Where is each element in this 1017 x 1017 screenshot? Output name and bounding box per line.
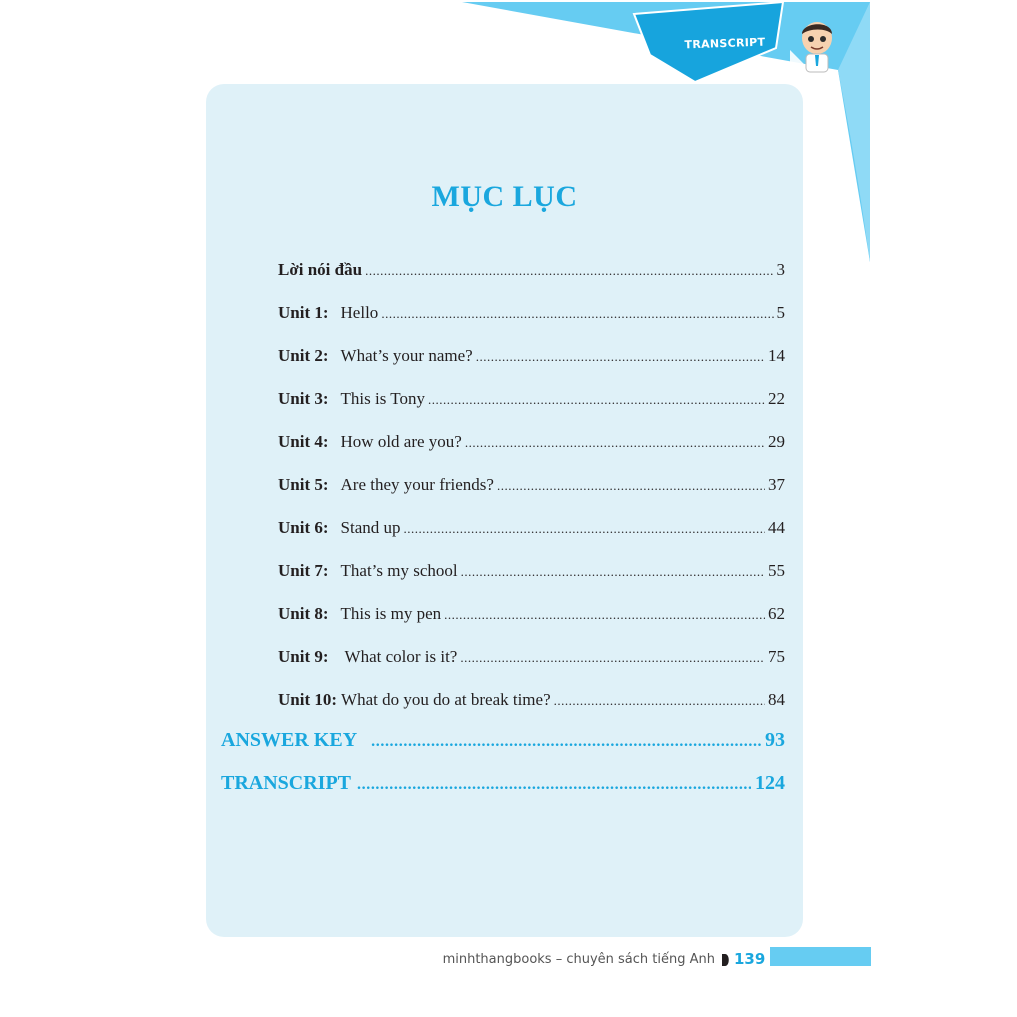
toc-entry-name: Hello bbox=[340, 303, 379, 322]
toc-entry-unit-6[interactable] bbox=[278, 518, 785, 542]
toc-entry-unit: Unit 3: bbox=[278, 389, 329, 408]
toc-entry-name: Stand up bbox=[340, 518, 401, 537]
footer-color-bar bbox=[770, 947, 871, 966]
toc-entry-unit-8[interactable] bbox=[278, 604, 785, 628]
toc-leader-dots bbox=[554, 693, 765, 709]
toc-entry-name: That’s my school bbox=[340, 561, 458, 580]
toc-leader-dots bbox=[428, 392, 765, 408]
toc-section-name: ANSWER KEY bbox=[221, 729, 358, 751]
toc-entry-unit: Unit 6: bbox=[278, 518, 329, 537]
toc-entry-name: How old are you? bbox=[340, 432, 462, 451]
page-marker-icon bbox=[722, 954, 730, 966]
toc-section-page: 93 bbox=[765, 729, 785, 751]
toc-entry-page: 22 bbox=[768, 389, 785, 408]
toc-leader-dots bbox=[476, 349, 765, 365]
toc-entry-page: 84 bbox=[768, 690, 785, 709]
toc-title: MỤC LỤC bbox=[431, 180, 578, 213]
toc-leader-dots bbox=[365, 263, 773, 279]
toc-section-name: TRANSCRIPT bbox=[221, 772, 352, 794]
toc-entry-unit-9[interactable] bbox=[278, 647, 785, 671]
toc-entry-page: 29 bbox=[768, 432, 785, 451]
toc-leader-dots bbox=[461, 564, 765, 580]
toc-entry-name: What’s your name? bbox=[340, 346, 473, 365]
toc-leader-dots bbox=[357, 776, 751, 794]
toc-entry-unit: Unit 4: bbox=[278, 432, 329, 451]
toc-entry-page: 55 bbox=[768, 561, 785, 580]
toc-entry-page: 5 bbox=[776, 303, 785, 322]
toc-entry-page: 3 bbox=[776, 260, 785, 279]
toc-entry-page: 37 bbox=[768, 475, 785, 494]
toc-entry-name: This is my pen bbox=[340, 604, 442, 623]
toc-entry-unit: Unit 10: bbox=[278, 690, 338, 709]
toc-entry-label: Lời nói đầu bbox=[278, 260, 363, 279]
toc-entry-name: Are they your friends? bbox=[340, 475, 494, 494]
toc-leader-dots bbox=[371, 733, 761, 751]
toc-section-answer-key[interactable] bbox=[221, 729, 785, 759]
toc-entry-page: 62 bbox=[768, 604, 785, 623]
toc-entry-unit-4[interactable] bbox=[278, 432, 785, 456]
toc-entry-unit-3[interactable] bbox=[278, 389, 785, 413]
toc-section-page: 124 bbox=[755, 772, 785, 794]
footer-publisher-text: minhthangbooks – chuyên sách tiếng Anh bbox=[442, 952, 715, 967]
toc-entry-page: 75 bbox=[768, 647, 785, 666]
toc-entry-unit: Unit 7: bbox=[278, 561, 329, 580]
toc-leader-dots bbox=[460, 650, 765, 666]
toc-entry-name: What color is it? bbox=[344, 647, 458, 666]
toc-leader-dots bbox=[497, 478, 765, 494]
toc-entry-unit-2[interactable] bbox=[278, 346, 785, 370]
toc-leader-dots bbox=[404, 521, 765, 537]
footer-page-number: 139 bbox=[734, 950, 766, 968]
toc-entry-name: What do you do at break time? bbox=[341, 690, 551, 709]
toc-entry-unit: Unit 1: bbox=[278, 303, 329, 322]
toc-entry-unit: Unit 8: bbox=[278, 604, 329, 623]
toc-entry-unit-7[interactable] bbox=[278, 561, 785, 585]
toc-section-transcript[interactable] bbox=[221, 772, 785, 802]
toc-entry-unit: Unit 2: bbox=[278, 346, 329, 365]
toc-entry-unit-10[interactable] bbox=[278, 690, 785, 714]
boy-mascot-icon bbox=[796, 18, 838, 74]
toc-leader-dots bbox=[465, 435, 765, 451]
toc-entry-foreword[interactable] bbox=[278, 260, 785, 284]
toc-entry-page: 44 bbox=[768, 518, 785, 537]
toc-entry-unit-5[interactable] bbox=[278, 475, 785, 499]
toc-entry-name: This is Tony bbox=[340, 389, 425, 408]
toc-leader-dots bbox=[381, 306, 773, 322]
toc-entry-unit: Unit 9: bbox=[278, 647, 329, 666]
toc-entry-unit-1[interactable] bbox=[278, 303, 785, 327]
toc-entry-page: 14 bbox=[768, 346, 785, 365]
toc-leader-dots bbox=[444, 607, 765, 623]
header-tab-label: TRANSCRIPT bbox=[684, 35, 766, 52]
toc-entry-unit: Unit 5: bbox=[278, 475, 329, 494]
